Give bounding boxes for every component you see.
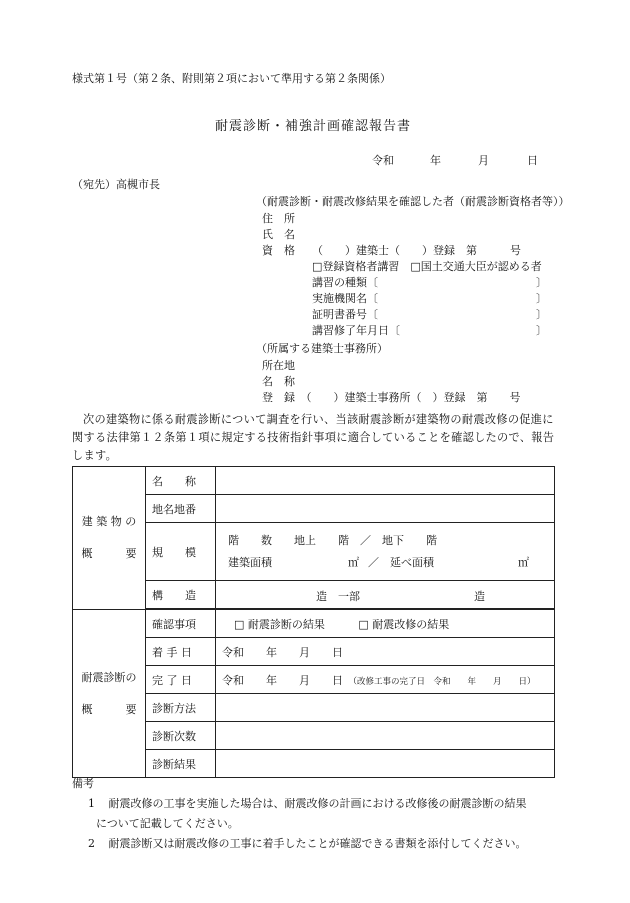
count-value[interactable] <box>216 722 555 750</box>
start-date-label: 着 手 日 <box>146 638 216 666</box>
scale-value[interactable] <box>216 523 555 581</box>
count-label: 診断次数 <box>146 722 216 750</box>
start-date-value[interactable]: 令和 年 月 日 <box>216 638 555 666</box>
form-number: 様式第１号（第２条、附則第２項において準用する第２条関係） <box>72 72 391 85</box>
bracket-close: 〕 <box>536 324 547 337</box>
remark-text: 耐震改修の工事を実施した場合は、耐震改修の計画における改修後の耐震診断の結果 <box>108 797 527 810</box>
total-floor-area-label: ／ 延べ面積 <box>368 555 434 569</box>
remark-item-2 <box>72 834 562 854</box>
diagnosis-section-label <box>73 610 146 778</box>
confirm-label: 確認事項 <box>146 610 216 638</box>
retrofit-completion-note: （改修工事の完了日 令和 年 月 日） <box>348 676 536 687</box>
qualification-line: （ ）建築士（ ）登録 第 号 <box>312 244 521 257</box>
floors-line: 階 数 地上 階 ／ 地下 階 <box>228 533 437 547</box>
office-name-label: 名 称 <box>262 375 295 388</box>
lot-label: 地名地番 <box>146 495 216 523</box>
name-value[interactable] <box>216 467 555 495</box>
remarks-heading: 備考 <box>72 777 94 790</box>
sqm-unit: ㎡ <box>518 555 529 569</box>
structure-label: 構 造 <box>146 581 216 609</box>
method-value[interactable] <box>216 694 555 722</box>
confirmer-name-label: 氏 名 <box>262 228 295 241</box>
confirm-option-retrofit[interactable]: □ 耐震改修の結果 <box>358 617 450 631</box>
lot-value[interactable] <box>216 495 555 523</box>
document-title: 耐震診断・補強計画確認報告書 <box>215 119 412 134</box>
end-date-label: 完 了 日 <box>146 666 216 694</box>
qualification-label: 資 格 <box>262 244 295 257</box>
end-date-text: 令和 年 月 日 <box>222 673 343 687</box>
confirmer-heading: （耐震診断・耐震改修結果を確認した者（耐震診断資格者等）） <box>256 195 570 208</box>
date-month: 月 <box>478 154 489 167</box>
structure-end: 造 <box>474 590 485 603</box>
qualification-checkboxes: □登録資格者講習 □国土交通大臣が認める者 <box>312 260 542 273</box>
remark-item-1 <box>72 794 562 814</box>
summary-table <box>72 466 555 778</box>
institution-label: 実施機関名〔 <box>312 292 378 305</box>
area-line <box>222 552 548 574</box>
structure-value[interactable] <box>216 581 555 609</box>
building-area-label: 建築面積 <box>228 555 272 569</box>
result-label: 診断結果 <box>146 750 216 778</box>
confirm-option-diagnosis[interactable]: □ 耐震診断の結果 <box>234 617 325 631</box>
section-line: 耐震診断の <box>81 670 137 684</box>
remark-text-continued: について記載してください。 <box>96 817 239 830</box>
addressee: （宛先）高槻市長 <box>72 178 160 191</box>
body-text: 次の建築物に係る耐震診断について調査を行い、当該耐震診断が建築物の耐震改修の促進に関する法律第１２条第１項に規定する技術指針事項に適合していることを確認したので、報告します。 <box>72 413 555 462</box>
office-location-label: 所在地 <box>262 359 295 372</box>
bracket-close: 〕 <box>536 308 547 321</box>
section-line: 概 要 <box>81 702 137 716</box>
bracket-close: 〕 <box>536 276 547 289</box>
section-line: 概 要 <box>81 547 137 560</box>
remarks <box>72 774 562 854</box>
sqm-unit: ㎡ <box>348 555 359 569</box>
scale-label: 規 模 <box>146 523 216 581</box>
end-date-value[interactable] <box>216 666 555 694</box>
method-label: 診断方法 <box>146 694 216 722</box>
course-type-label: 講習の種類〔 <box>312 276 378 289</box>
date-day: 日 <box>527 154 538 167</box>
remark-number: 2 <box>88 837 95 850</box>
office-registration: 登 録 （ ）建築士事務所（ ）登録 第 号 <box>262 391 521 404</box>
completion-date-label: 講習修了年月日〔 <box>312 324 400 337</box>
remark-number: 1 <box>88 797 95 810</box>
date-year: 年 <box>430 154 441 167</box>
office-heading: （所属する建築士事務所） <box>256 342 388 355</box>
bracket-close: 〕 <box>536 292 547 305</box>
structure-part: 造 一部 <box>316 590 360 603</box>
confirm-options <box>216 610 555 638</box>
date-era: 令和 <box>372 154 394 167</box>
confirmer-address-label: 住 所 <box>262 212 295 225</box>
section-line: 建 築 物 の <box>81 515 137 528</box>
certificate-label: 証明書番号〔 <box>312 308 378 321</box>
name-label: 名 称 <box>146 467 216 495</box>
building-section-label <box>73 467 146 610</box>
remark-text: 耐震診断又は耐震改修の工事に着手したことが確認できる書類を添付してください。 <box>108 837 527 850</box>
